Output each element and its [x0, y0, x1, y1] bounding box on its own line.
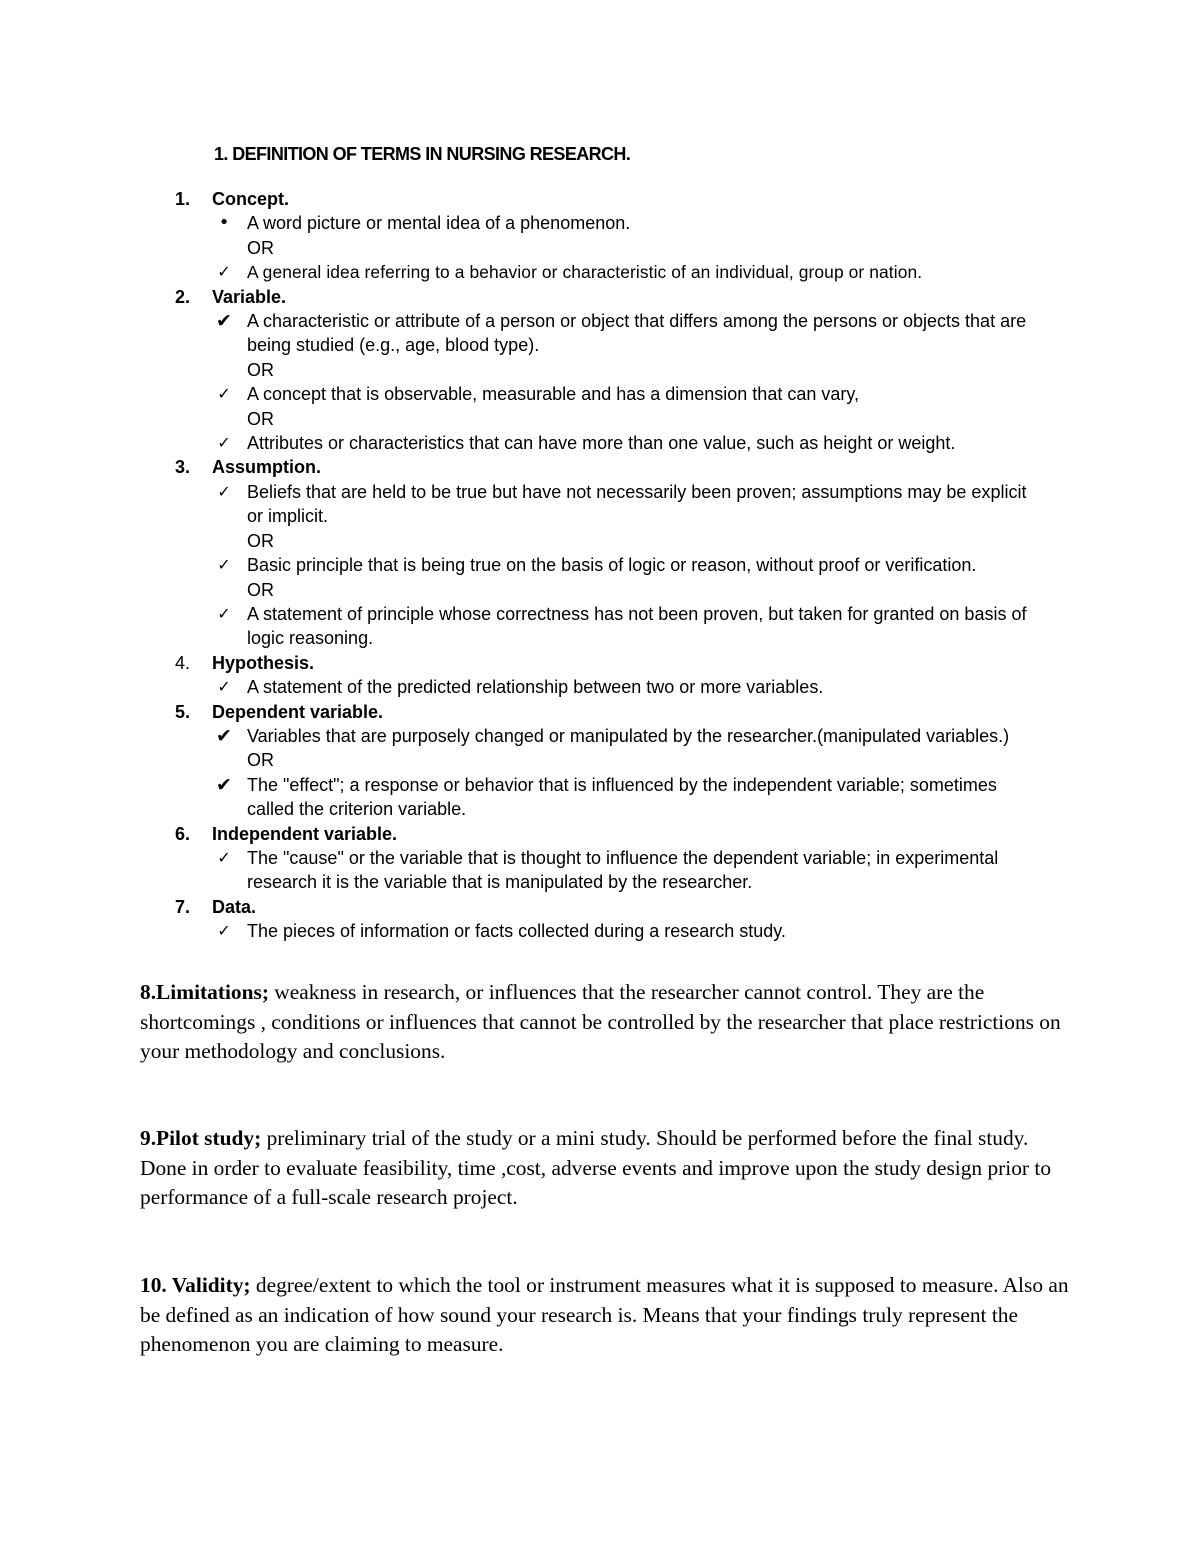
or-separator: OR — [247, 579, 274, 600]
definition-item — [216, 309, 1047, 358]
or-separator: OR — [247, 408, 274, 429]
definition-item — [216, 773, 1047, 822]
check-icon: ✓ — [217, 481, 231, 501]
term-number: 7. — [175, 896, 191, 917]
term-heading: Independent variable. — [212, 823, 398, 844]
paragraph-pilot-study — [140, 1124, 1070, 1213]
term-heading: Dependent variable. — [212, 701, 384, 722]
definition-text: The "cause" or the variable that is thought to influence the dependent variable; in experimental research it is the variable that is manipulated by the researcher. — [247, 847, 999, 893]
definition-item — [217, 602, 1047, 651]
paragraph-lead: 10. Validity; — [140, 1273, 251, 1297]
term-concept — [0, 187, 1200, 285]
paragraph-limitations — [140, 978, 1070, 1067]
definition-item — [217, 553, 1047, 577]
definition-text: A word picture or mental idea of a phenomenon. — [247, 213, 631, 234]
term-dependent-variable — [0, 700, 1200, 822]
definition-item — [217, 919, 1047, 943]
definition-text: Attributes or characteristics that can have more than one value, such as height or weight. — [247, 433, 956, 454]
check-icon: ✓ — [217, 921, 231, 941]
definition-item — [216, 724, 1047, 748]
definition-text: A concept that is observable, measurable and has a dimension that can vary, — [247, 384, 860, 405]
paragraph-lead: 8.Limitations; — [140, 980, 269, 1004]
check-icon: ✓ — [217, 677, 231, 697]
document-title: 1. DEFINITION OF TERMS IN NURSING RESEARCH. — [214, 144, 631, 164]
term-data — [0, 895, 1200, 944]
check-icon: ✓ — [217, 384, 231, 404]
definition-item — [217, 260, 1047, 284]
definition-item — [218, 211, 1047, 235]
check-icon: ✓ — [217, 847, 231, 867]
term-number: 3. — [175, 457, 191, 478]
or-separator: OR — [247, 237, 274, 258]
definition-text: A statement of the predicted relationship between two or more variables. — [247, 677, 824, 698]
definition-text: Variables that are purposely changed or manipulated by the researcher.(manipulated variables.) — [247, 725, 1010, 746]
term-number: 5. — [175, 701, 191, 722]
paragraph-body: preliminary trial of the study or a mini study. Should be performed before the final study. Done in order to evaluate feasibility, time ,cost, adverse events and improve upon the study design prior to performance of a full-scale research project. — [140, 1126, 1052, 1209]
term-variable — [0, 285, 1200, 456]
term-number: 4. — [175, 652, 191, 673]
or-separator: OR — [247, 359, 274, 380]
definition-item — [217, 675, 1047, 699]
check-icon: ✓ — [217, 433, 231, 453]
term-heading: Variable. — [212, 286, 287, 307]
definition-text: A general idea referring to a behavior or characteristic of an individual, group or nation. — [247, 262, 923, 283]
term-heading: Concept. — [212, 189, 290, 209]
definition-item — [217, 431, 1047, 455]
or-separator: OR — [247, 750, 274, 771]
term-independent-variable — [0, 822, 1200, 895]
paragraph-body: degree/extent to which the tool or instrument measures what it is supposed to measure. Also an be defined as an indication of how sound your research is. Means that your findings truly represent the phenomenon you are claiming to measure. — [140, 1273, 1069, 1356]
paragraph-validity — [140, 1271, 1070, 1360]
definition-text: A statement of principle whose correctness has not been proven, but taken for granted on basis of logic reasoning. — [247, 603, 1027, 649]
term-number: 2. — [175, 286, 191, 307]
term-hypothesis — [0, 651, 1200, 700]
term-heading: Assumption. — [212, 457, 322, 478]
check-icon: ✓ — [217, 603, 231, 623]
definition-text: The pieces of information or facts collected during a research study. — [247, 921, 786, 942]
term-heading: Data. — [212, 896, 257, 917]
term-heading: Hypothesis. — [212, 652, 315, 673]
check-icon: ✓ — [217, 262, 231, 282]
check-icon: ✓ — [217, 555, 231, 575]
term-number: 6. — [175, 823, 191, 844]
terms-list — [0, 187, 1200, 944]
paragraph-lead: 9.Pilot study; — [140, 1126, 262, 1150]
or-separator: OR — [247, 530, 274, 551]
bullet-icon: • — [218, 212, 230, 234]
definition-text: A characteristic or attribute of a person or object that differs among the persons or objects that are being studied (e.g., age, blood type). — [247, 311, 1027, 356]
definition-item — [217, 382, 1047, 406]
heavy-check-icon: ✔ — [216, 724, 232, 747]
term-assumption — [0, 455, 1200, 650]
definition-text: Beliefs that are held to be true but have not necessarily been proven; assumptions may be explicit or implicit. — [247, 481, 1027, 527]
definition-text: The "effect"; a response or behavior that is influenced by the independent variable; sometimes called the criterion variable. — [247, 774, 997, 820]
definition-item — [217, 846, 1047, 895]
definition-item — [217, 480, 1047, 529]
heavy-check-icon: ✔ — [216, 310, 232, 333]
heavy-check-icon: ✔ — [216, 773, 232, 796]
term-number: 1. — [175, 189, 191, 209]
paragraph-body: weakness in research, or influences that the researcher cannot control. They are the shortcomings , conditions or influences that cannot be controlled by the researcher that place restrictions on your methodology and conclusions. — [140, 980, 1061, 1063]
definition-text: Basic principle that is being true on the basis of logic or reason, without proof or verification. — [247, 555, 977, 576]
